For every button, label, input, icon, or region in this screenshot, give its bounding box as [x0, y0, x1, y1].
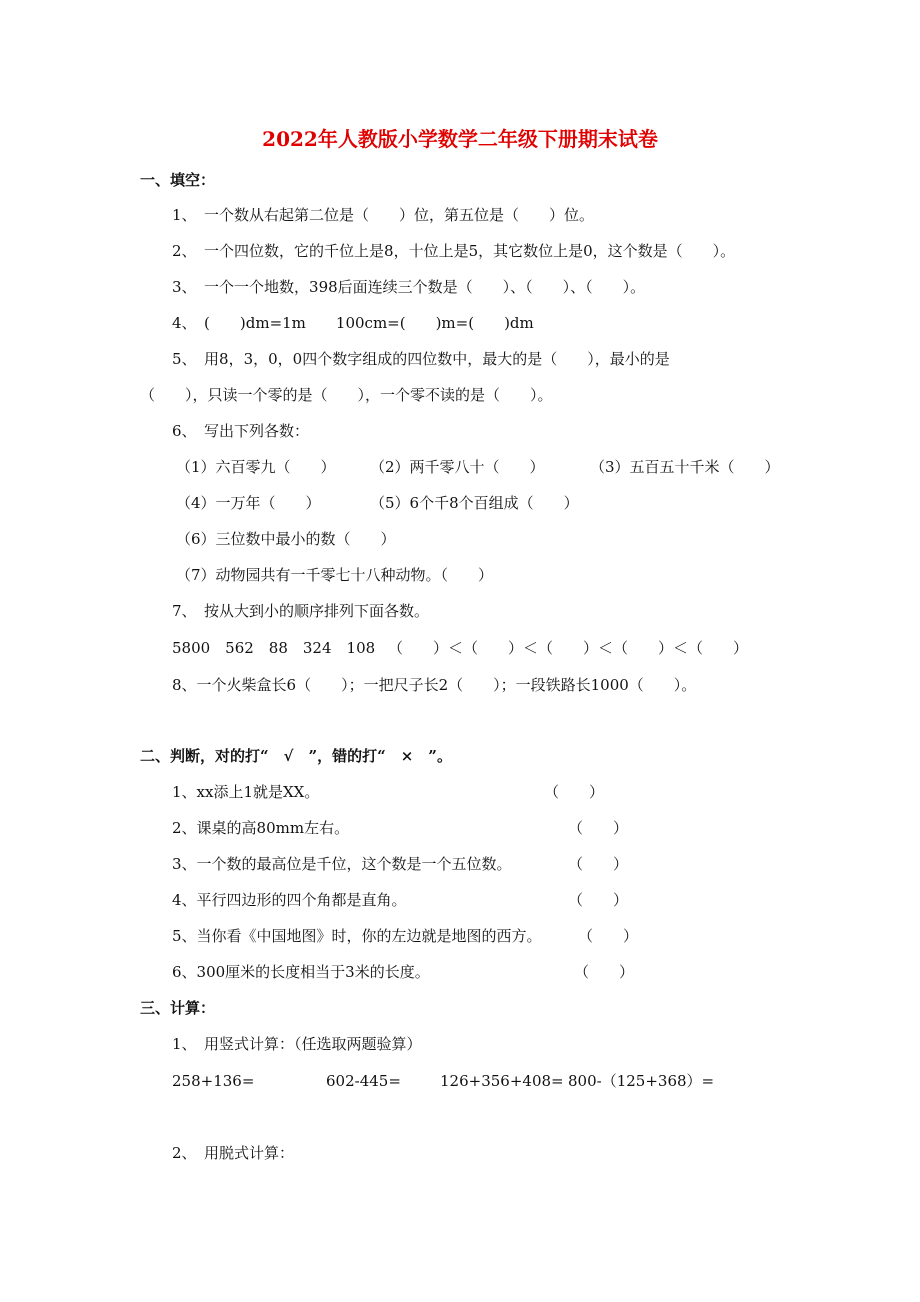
question-1-8: 8、一个火柴盒长6（ ）；一把尺子长2（ ）；一段铁路长1000（ ）。 [172, 676, 697, 694]
question-1-3: 3、 一个一个地数，398后面连续三个数是（ ）、（ ）、（ ）。 [172, 278, 646, 296]
question-1-6-6: （6）三位数中最小的数（ ） [176, 530, 396, 548]
calc-expression-4: 800-（125+368）= [568, 1072, 715, 1090]
judge-item-3-blank: （ ） [568, 855, 629, 873]
question-1-6-4: （4）一万年（ ） [176, 494, 321, 512]
judge-item-6: 6、300厘米的长度相当于3米的长度。 [172, 963, 430, 981]
judge-item-1: 1、xx添上1就是XX。 [172, 783, 320, 801]
question-1-6-3: （3）五百五十千米（ ） [590, 458, 780, 476]
judge-item-1-blank: （ ） [544, 783, 605, 801]
judge-item-2: 2、课桌的高80mm左右。 [172, 819, 350, 837]
judge-item-6-blank: （ ） [574, 963, 635, 981]
question-1-7-numbers: 5800 562 88 324 108 [172, 639, 376, 657]
question-1-1: 1、 一个数从右起第二位是（ ）位，第五位是（ ）位。 [172, 206, 595, 224]
question-1-7-blanks: （ ）＜（ ）＜（ ）＜（ ）＜（ ） [388, 639, 749, 657]
question-1-6-1: （1）六百零九（ ） [176, 458, 336, 476]
judge-item-5-blank: （ ） [578, 927, 639, 945]
judge-item-3: 3、一个数的最高位是千位，这个数是一个五位数。 [172, 855, 512, 873]
judge-item-5: 5、当你看《中国地图》时，你的左边就是地图的西方。 [172, 927, 542, 945]
judge-item-4-blank: （ ） [568, 891, 629, 909]
calc-expression-3: 126+356+408= [440, 1072, 564, 1090]
question-1-6-2: （2）两千零八十（ ） [370, 458, 545, 476]
section3-heading: 三、计算： [140, 999, 216, 1017]
judge-item-4: 4、平行四边形的四个角都是直角。 [172, 891, 407, 909]
question-1-7: 7、 按从大到小的顺序排列下面各数。 [172, 602, 430, 620]
calc-question-1: 1、 用竖式计算：（任选取两题验算） [172, 1035, 422, 1053]
calc-expression-2: 602-445= [326, 1072, 401, 1090]
question-1-5-line1: 5、 用8，3，0，0四个数字组成的四位数中，最大的是（ ），最小的是 [172, 350, 670, 368]
section2-heading: 二、判断，对的打“ √ ”，错的打“ × ”。 [140, 747, 452, 765]
exam-title: 2022年人教版小学数学二年级下册期末试卷 [262, 127, 658, 151]
calc-expression-1: 258+136= [172, 1072, 255, 1090]
question-1-5-line2: （ ），只读一个零的是（ ），一个零不读的是（ ）。 [140, 386, 553, 404]
question-1-4: 4、 ( )dm=1m 100cm=( )m=( )dm [172, 314, 534, 332]
question-1-6-7: （7）动物园共有一千零七十八种动物。（ ） [176, 566, 494, 584]
question-1-2: 2、 一个四位数，它的千位上是8，十位上是5，其它数位上是0，这个数是（ ）。 [172, 242, 736, 260]
section1-heading: 一、填空： [140, 171, 216, 189]
question-1-6-5: （5）6个千8个百组成（ ） [370, 494, 579, 512]
judge-item-2-blank: （ ） [568, 819, 629, 837]
question-1-6: 6、 写出下列各数： [172, 422, 310, 440]
calc-question-2: 2、 用脱式计算： [172, 1144, 295, 1162]
